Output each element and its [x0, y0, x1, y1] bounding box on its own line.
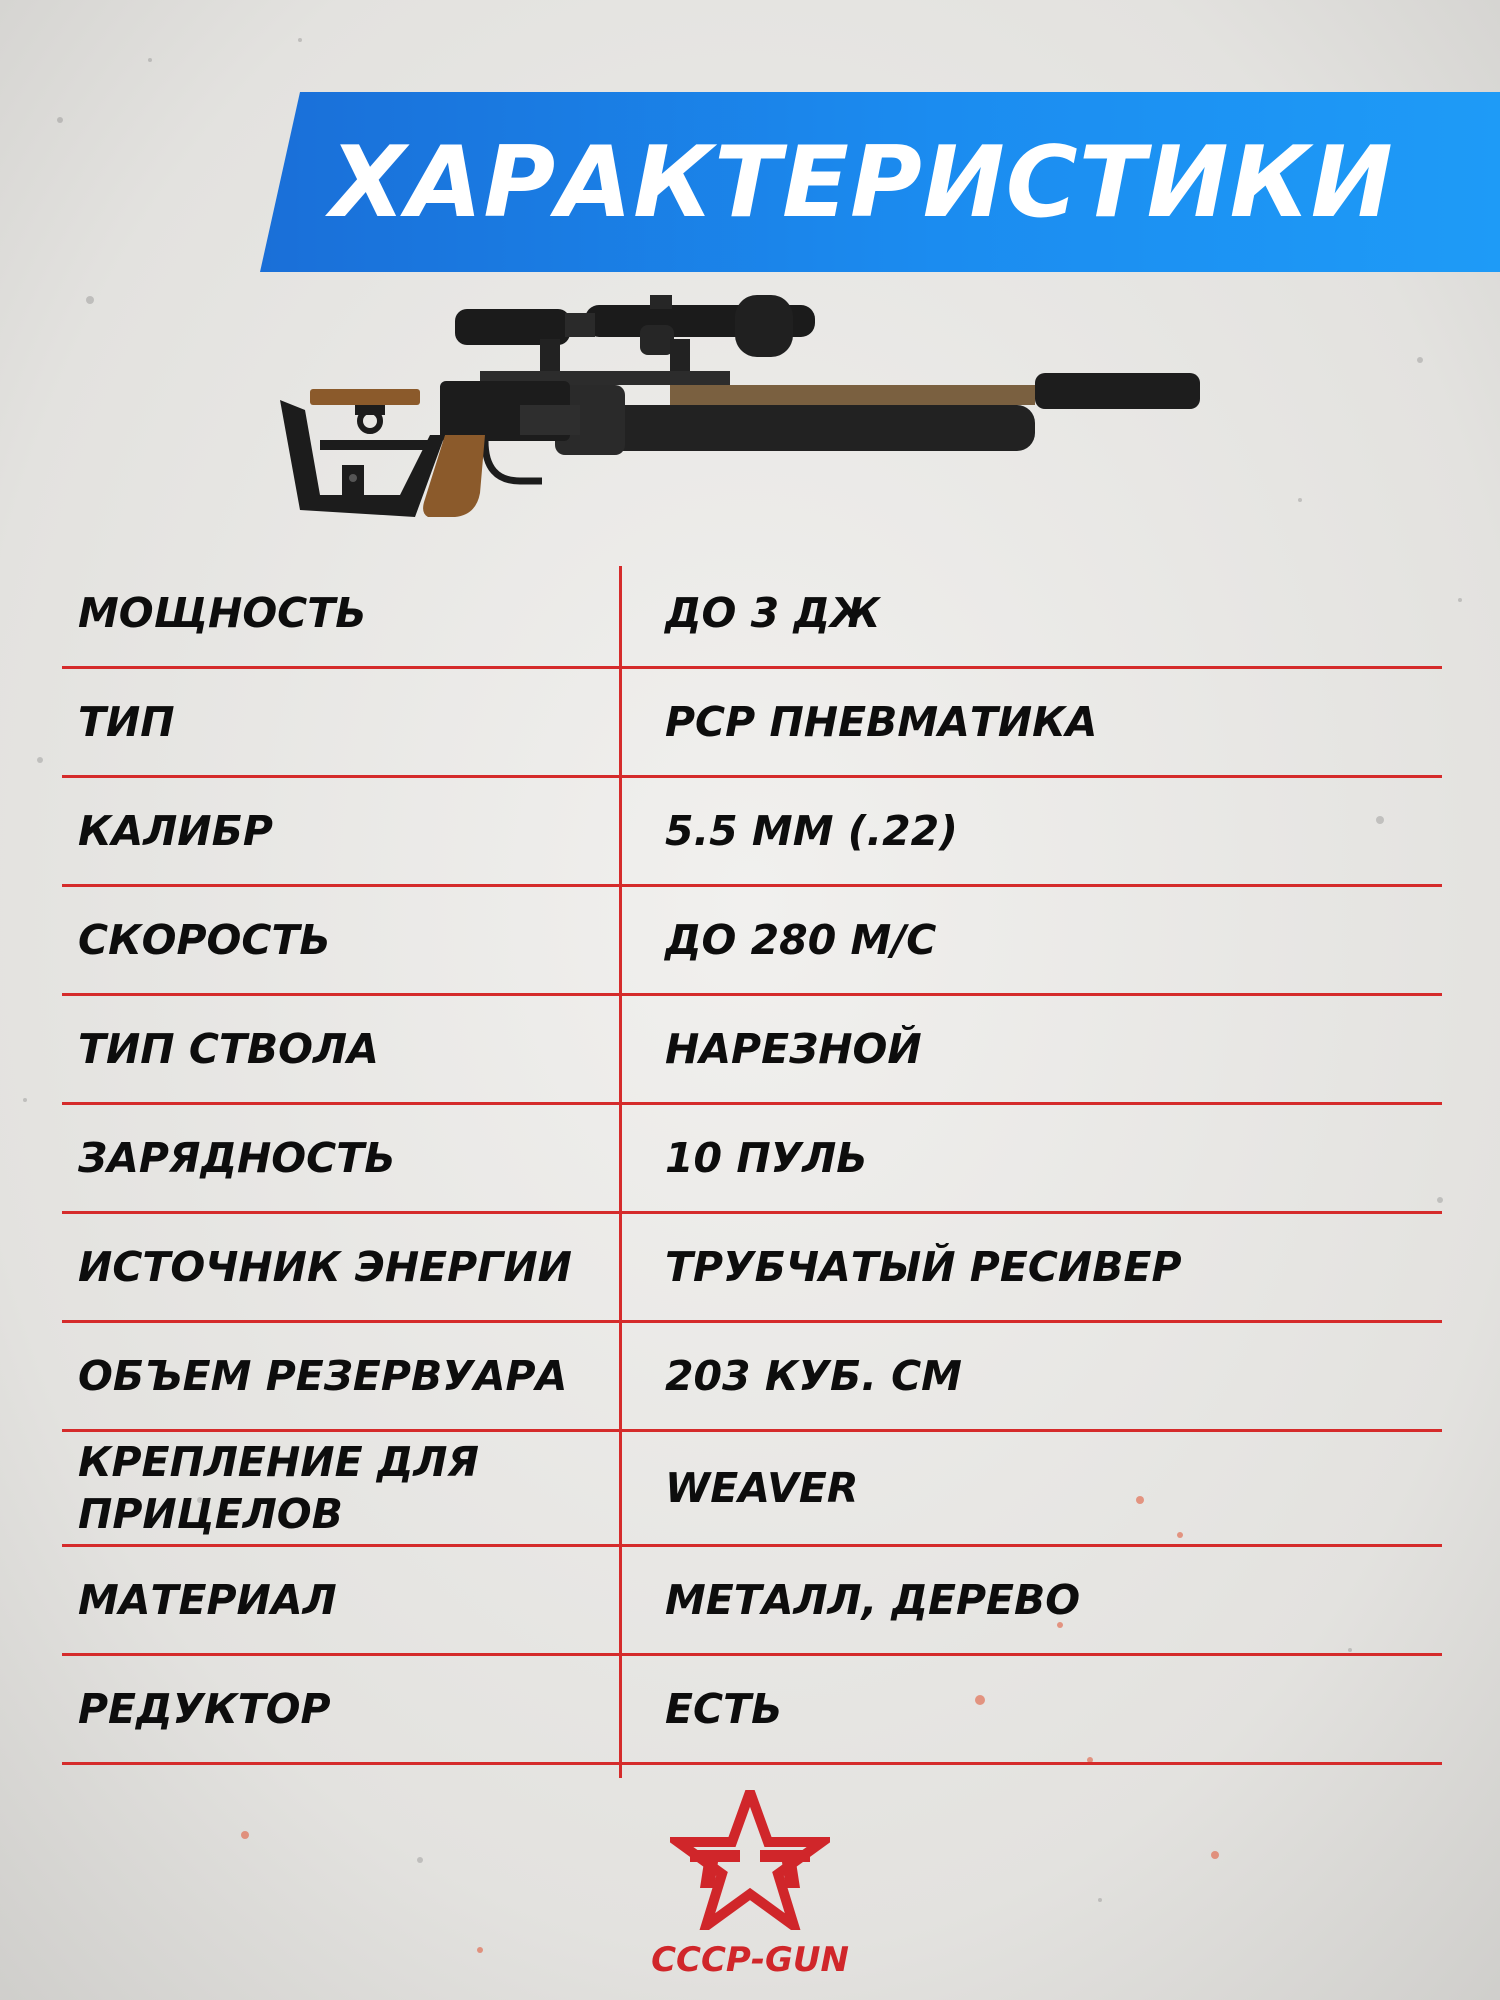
column-divider	[619, 566, 622, 1778]
spec-value: ДО 3 ДЖ	[665, 589, 881, 637]
spec-row-energy-source	[62, 1214, 1442, 1323]
spec-row-caliber	[62, 778, 1442, 887]
spec-value: НАРЕЗНОЙ	[665, 1025, 922, 1073]
spec-label: СКОРОСТЬ	[78, 916, 331, 964]
spec-label: ТИП	[78, 698, 175, 746]
spec-value: WEAVER	[665, 1464, 859, 1512]
brand-name: СССР-GUN	[651, 1940, 849, 1980]
star-pistols-logo-icon	[670, 1790, 830, 1930]
spec-label: ТИП СТВОЛА	[78, 1025, 379, 1073]
spec-label: КАЛИБР	[78, 807, 273, 855]
spec-value: ДО 280 М/С	[665, 916, 937, 964]
spec-label: МАТЕРИАЛ	[78, 1576, 337, 1624]
spec-row-material	[62, 1547, 1442, 1656]
spec-value: ТРУБЧАТЫЙ РЕСИВЕР	[665, 1243, 1182, 1291]
spec-row-reservoir-volume	[62, 1323, 1442, 1432]
specs-table	[62, 560, 1442, 1765]
spec-row-speed	[62, 887, 1442, 996]
spec-value: 5.5 ММ (.22)	[665, 807, 958, 855]
spec-label: ЗАРЯДНОСТЬ	[78, 1134, 396, 1182]
page-title: ХАРАКТЕРИСТИКИ	[330, 126, 1394, 240]
spec-row-barrel-type	[62, 996, 1442, 1105]
spec-value: ЕСТЬ	[665, 1685, 783, 1733]
spec-value: 203 КУБ. СМ	[665, 1352, 962, 1400]
spec-label: МОЩНОСТЬ	[78, 589, 367, 637]
spec-label: ОБЪЕМ РЕЗЕРВУАРА	[78, 1352, 568, 1400]
spec-row-type	[62, 669, 1442, 778]
spec-label: РЕДУКТОР	[78, 1685, 331, 1733]
spec-value: PCP ПНЕВМАТИКА	[665, 698, 1098, 746]
spec-label: ИСТОЧНИК ЭНЕРГИИ	[78, 1243, 572, 1291]
spec-row-capacity	[62, 1105, 1442, 1214]
spec-value: МЕТАЛЛ, ДЕРЕВО	[665, 1576, 1081, 1624]
spec-row-scope-mount	[62, 1432, 1442, 1547]
spec-value: 10 ПУЛЬ	[665, 1134, 868, 1182]
spec-label: КРЕПЛЕНИЕ ДЛЯ ПРИЦЕЛОВ	[78, 1438, 479, 1538]
pcp-air-rifle-image	[280, 285, 1210, 530]
spec-row-regulator	[62, 1656, 1442, 1765]
spec-row-power	[62, 560, 1442, 669]
